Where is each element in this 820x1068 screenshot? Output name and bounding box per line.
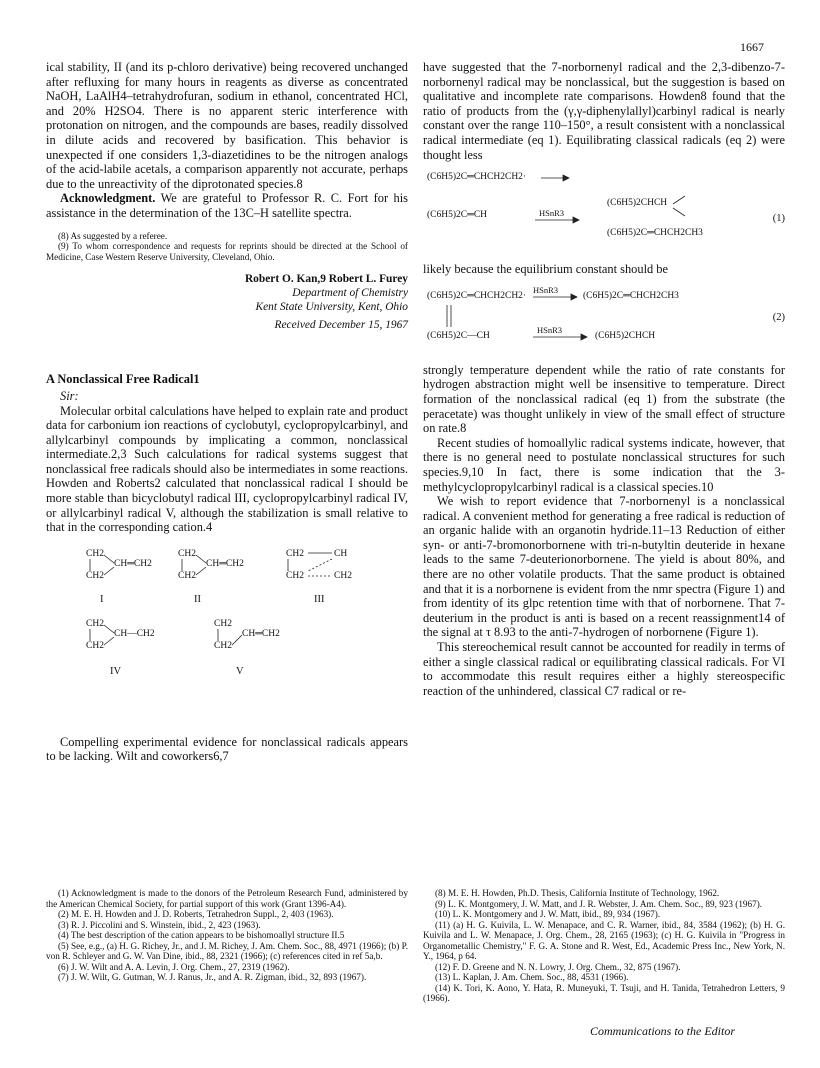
struct-V-mid: CH═CH2 [242, 628, 280, 639]
footnotes-right [423, 888, 785, 1004]
received-date: Received December 15, 1967 [274, 319, 408, 332]
footnote: (5) See, e.g., (a) H. G. Richey, Jr., and J. M. Richey, J. Am. Chem. Soc., 88, 4971 (1966); (b) P. von R. Schleyer and G. W. Van Dine, ibid., 88, 2321 (1966); (c) references cited in ref 5a,b. [46, 940, 408, 961]
footnote: (8) M. E. H. Howden, Ph.D. Thesis, California Institute of Technology, 1962. [435, 888, 720, 898]
footnote: (13) L. Kaplan, J. Am. Chem. Soc., 88, 4531 (1966). [435, 972, 629, 982]
eq2-number: (2) [772, 311, 785, 323]
struct-III-bottom-right: CH2 [334, 570, 352, 581]
acknowledgment-heading: Acknowledgment. [60, 191, 156, 206]
footnote-9: (9) To whom correspondence and requests for reprints should be directed at the School of Medicine, Case Western Reserve University, Cleveland, Ohio. [46, 241, 408, 262]
eq1-product-1: (C6H5)2CHCH [607, 198, 668, 209]
article-title: A Nonclassical Free Radical1 [46, 372, 200, 387]
left-paragraph-1: ical stability, II (and its p-chloro derivative) being recovered unchanged after refluxing for many hours in reagents as diverse as concentrated NaOH, LaAlH4–tetrahydrofuran, sodium in ethanol, concentrated HCl, and 20% H2SO4. There is no apparent steric interference with protonation on nitrogen, and the compounds are bases, readily dissolved in dilute acids and recovered by basification. This behavior is unexpected if one considers 1,3-diazetidines to be the nitrogen analogs of the acid-labile acetals, a comparison apparently not accurate, perhaps due to the unreactivity of the diprotonated species.8 [46, 60, 408, 191]
department: Department of Chemistry [292, 287, 408, 300]
footnote-8: (8) As suggested by a referee. [58, 230, 168, 241]
struct-II-mid: CH═CH2 [206, 558, 244, 569]
right-paragraph-3: strongly temperature dependent while the ratio of rate constants for hydrogen abstraction might well be insensitive to temperature. Direct formation of the nonclassical radical (eq 1) from the substrate (the peracetate) was thought unlikely in view of the small effect of structure on rate.8 [423, 362, 785, 436]
footnote: (9) L. K. Montgomery, J. W. Matt, and J. R. Webster, J. Am. Chem. Soc., 89, 923 (1967). [435, 898, 763, 909]
footnote: (3) R. J. Piccolini and S. Winstein, ibid., 2, 423 (1963). [58, 919, 261, 930]
right-paragraph-4: Recent studies of homoallylic radical systems indicate, however, that there is no general need to postulate nonclassical structures for such species.9,10 In fact, there is some indication that the 3-methylcyclopropylcarbinyl radical is a classical species.10 [423, 435, 785, 494]
struct-II-bottom: CH2 [178, 570, 196, 581]
left-paragraph-2: Molecular orbital calculations have helped to explain rate and product data for carbonium ion reactions of cyclobutyl, cyclopropylcarbinyl, and allylcarbinyl compounds by implicating a common, nonclassical intermediate.2,3 Such calculations for radical systems suggest that nonclassical free radicals should also be intermediates in some reactions. Howden and Roberts2 calculated that nonclassical radical I should be more stable than bicyclobutyl radical III, cyclopropylcarbinyl radical IV, or allylcarbinyl radical V, although the stabilization is small relative to that in the corresponding cation.4 [46, 403, 408, 535]
eq1-number: (1) [772, 213, 785, 225]
struct-IV-top: CH2 [86, 618, 104, 629]
footnote: (11) (a) H. G. Kuivila, L. W. Menapace, and C. R. Warner, ibid., 84, 3584 (1962); (b) H. G. Kuivila and L. W. Menapace, J. Org. Chem., 28, 2165 (1963); (c) H. G. Kuivila in "Progress in Organometallic Chemistry," F. G. A. Stone and R. West, Ed., Academic Press Inc., New York, N. Y., 1964, p 64. [423, 919, 785, 961]
eq1-intermediate: (C6H5)2C═CH [427, 210, 488, 221]
radical-structures [46, 543, 408, 735]
eq1-reactant: (C6H5)2C═CHCH2CH2· [427, 172, 527, 183]
label-V: V [236, 665, 244, 677]
page-number: 1667 [740, 40, 764, 54]
struct-V-bottom: CH2 [214, 640, 232, 651]
acknowledgment [46, 191, 408, 220]
eq2-product-1: (C6H5)2C═CHCH2CH3 [583, 290, 679, 301]
authors: Robert O. Kan,9 Robert L. Furey [244, 273, 408, 286]
salutation: Sir: [60, 388, 79, 403]
right-paragraph-1: have suggested that the 7-norbornenyl radical and the 2,3-dibenzo-7-norbornenyl radical may be nonclassical, but the suggestion is based on qualitative and incomplete rate comparisons. Howden8 found that the ratio of products from the (γ,γ-diphenylallyl)carbinyl radical is nearly constant over the range 110–150°, a result consistent with a nonclassical radical intermediate (eq 1). Equilibrating classical radicals (eq 2) were thought less [423, 60, 785, 162]
structure-bonds [46, 543, 408, 735]
footnote: (7) J. W. Wilt, G. Gutman, W. J. Ranus, Jr., and A. R. Zigman, ibid., 32, 893 (1967). [58, 972, 367, 982]
footnote: (1) Acknowledgment is made to the donors of the Petroleum Research Fund, administered by the American Chemical Society, for partial support of this work (Grant 1396-A4). [46, 888, 408, 909]
footnote: (4) The best description of the cation appears to be bishomoallyl structure II.5 [58, 930, 345, 940]
eq1-arrows [423, 170, 785, 254]
footnotes-left [46, 888, 408, 983]
right-paragraph-5: We wish to report evidence that 7-norbornenyl is a nonclassical radical. A convenient method for generating a free radical is reduction of an organic halide with an organotin hydride.11–13 Reduction of either syn- or anti-7-bromonorbornene with tri-n-butyltin deuteride in hexane leads to the same 7-deuterionorbornene. The yield is about 80%, and there are no other volatile products. That the same product is obtained and that it is a norbornene is evident from the nmr spectra (Figure 1) and from identity of its glpc retention time with that of norbornene. That 7-deuterium in the product is anti is based on a recent reassignment14 of the signal at τ 8.93 to the anti-7-hydrogen of norbornene (Figure 1). [423, 494, 785, 640]
struct-V-top: CH2 [214, 618, 232, 629]
equation-1 [423, 170, 785, 254]
eq2-arrows [423, 285, 785, 355]
right-paragraph-6: This stereochemical result cannot be accounted for readily in terms of either a single classical radical or equilibrating classical radicals. For VI to accommodate this result requires either a highly stereospecific reaction of the unhindered, classical C7 radical or re- [423, 640, 785, 698]
footnote: (6) J. W. Wilt and A. A. Levin, J. Org. Chem., 27, 2319 (1962). [58, 961, 290, 972]
label-II: II [194, 593, 201, 605]
eq2-reactant: (C6H5)2C═CHCH2CH2· [427, 290, 527, 301]
struct-II-top: CH2 [178, 548, 196, 559]
label-III: III [314, 593, 325, 605]
left-column [46, 60, 408, 764]
struct-I-mid: CH═CH2 [114, 558, 152, 569]
left-paragraph-3: Compelling experimental evidence for nonclassical radicals appears to be lacking. Wilt and coworkers6,7 [46, 734, 408, 764]
footnote: (2) M. E. H. Howden and J. D. Roberts, Tetrahedron Suppl., 2, 403 (1963). [58, 909, 334, 919]
eq1-product-2: (C6H5)2C═CHCH2CH3 [607, 228, 703, 239]
struct-III-top-right: CH [334, 548, 348, 559]
section-footer: Communications to the Editor [590, 1024, 735, 1038]
label-IV: IV [110, 665, 122, 677]
eq2-product-2: (C6H5)2CHCH [595, 330, 656, 341]
university: Kent State University, Kent, Ohio [255, 301, 408, 314]
label-I: I [100, 593, 104, 605]
struct-IV-bottom: CH2 [86, 640, 104, 651]
footnote: (10) L. K. Montgomery and J. W. Matt, ibid., 89, 934 (1967). [435, 909, 661, 919]
eq2-cyclic: (C6H5)2C—CH [427, 330, 490, 341]
signature-block [46, 272, 408, 332]
eq1-reagent: HSnR3 [539, 208, 565, 219]
right-paragraph-2: likely because the equilibrium constant should be [423, 262, 668, 277]
struct-III-top-left: CH2 [286, 548, 304, 559]
struct-I-top: CH2 [86, 548, 104, 559]
acknowledgment-text: We are grateful to Professor R. C. Fort for his assistance in the determination of the 13C–H satellite spectra. [46, 191, 409, 220]
right-column [423, 60, 785, 698]
equation-2 [423, 285, 785, 355]
footnote: (14) K. Tori, K. Aono, Y. Hata, R. Muneyuki, T. Tsuji, and H. Tanida, Tetrahedron Letters, 9 (1966). [423, 982, 785, 1003]
struct-IV-mid: CH—CH2 [114, 628, 155, 639]
struct-III-bottom-left: CH2 [286, 570, 304, 581]
eq2-reagent-2: HSnR3 [537, 324, 563, 335]
footnote: (12) F. D. Greene and N. N. Lowry, J. Org. Chem., 32, 875 (1967). [435, 961, 681, 972]
struct-I-bottom: CH2 [86, 570, 104, 581]
eq2-reagent-1: HSnR3 [533, 284, 559, 295]
